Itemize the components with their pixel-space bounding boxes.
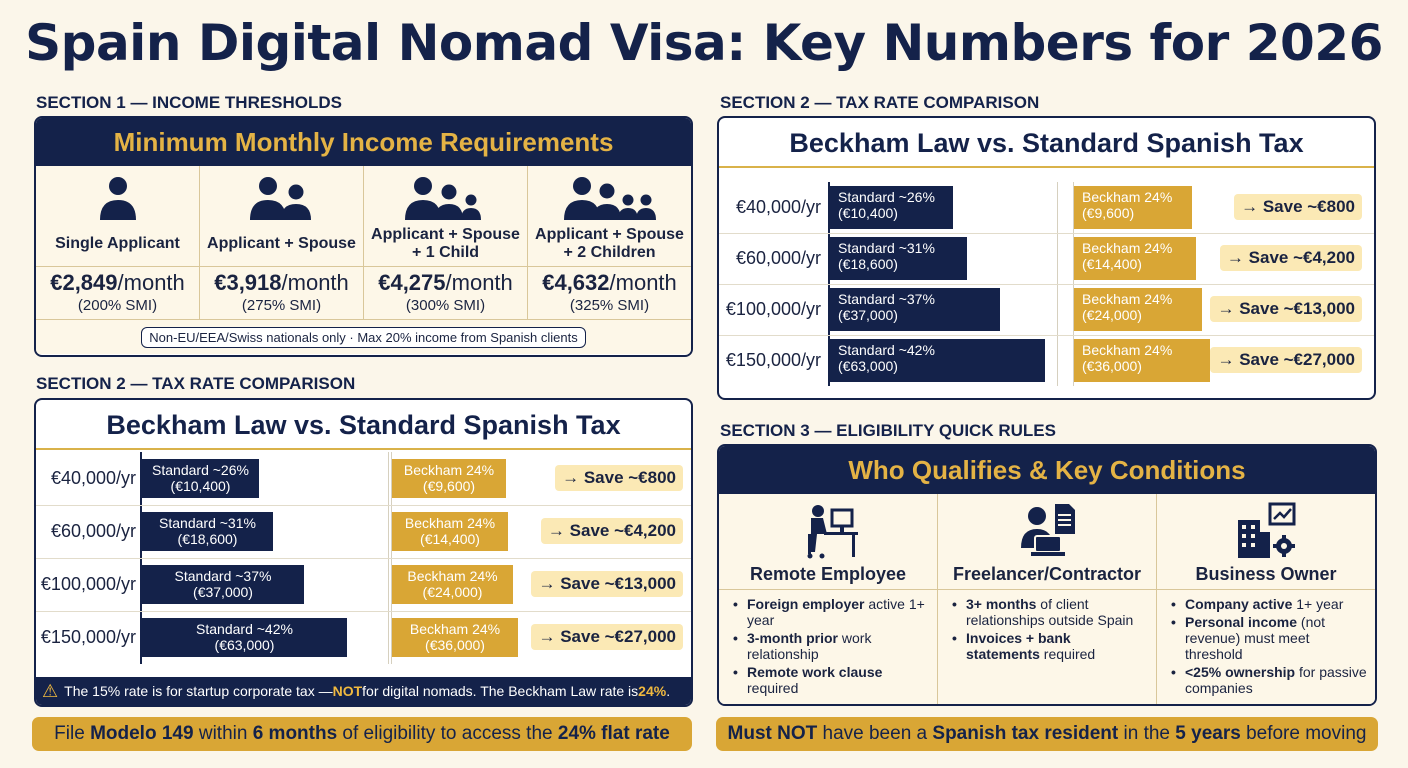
standard-tax-bar (830, 339, 1045, 382)
row-divider (719, 284, 1374, 285)
tax-section-label-left: SECTION 2 — TAX RATE COMPARISON (36, 374, 356, 393)
standard-tax-bar (142, 618, 347, 657)
income-percent: (200% SMI) (77, 297, 158, 314)
beckham-tax-bar (392, 618, 518, 657)
income-label: Applicant + Spouse + 2 Children (535, 226, 684, 261)
beckham-rate-label: Beckham 24% (1082, 342, 1173, 358)
eligibility-list (952, 596, 1148, 664)
income-row-label: €60,000/yr (735, 247, 821, 268)
beckham-tax-bar (1074, 237, 1196, 280)
page-title: Spain Digital Nomad Visa: Key Numbers for 2026 (25, 14, 1383, 72)
list-item: • Invoices + bank statements required (952, 630, 1148, 662)
eligibility-list (733, 596, 929, 698)
income-amount: €4,275/month (378, 270, 513, 295)
standard-amount-label: (€10,400) (838, 205, 898, 221)
beckham-tax-bar (1074, 288, 1202, 331)
standard-rate-label: Standard ~26% (152, 462, 249, 478)
standard-amount-label: (€37,000) (193, 584, 253, 600)
row-divider (719, 335, 1374, 336)
income-row-label: €40,000/yr (735, 196, 821, 217)
beckham-amount-label: (€14,400) (1082, 256, 1142, 272)
list-item: • Remote work clause required (733, 664, 929, 696)
tax-panel-left (34, 398, 693, 707)
couple-icon (200, 174, 363, 222)
modelo-149-banner: File Modelo 149 within 6 months of eligibility to access the 24% flat rate (32, 717, 692, 751)
savings-badge: → Save ~€800 (1234, 194, 1362, 220)
income-percent: (275% SMI) (241, 297, 322, 314)
beckham-tax-bar (1074, 339, 1210, 382)
savings-badge: → Save ~€4,200 (541, 518, 683, 544)
savings-badge: → Save ~€27,000 (1210, 347, 1362, 373)
standard-rate-label: Standard ~31% (838, 240, 935, 256)
eligibility-column-remote-employee (719, 494, 938, 706)
standard-rate-label: Standard ~26% (838, 189, 935, 205)
standard-amount-label: (€37,000) (838, 307, 898, 323)
income-column (528, 166, 691, 319)
standard-rate-label: Standard ~42% (838, 342, 935, 358)
standard-tax-bar (830, 288, 1000, 331)
eligibility-title: Freelancer/Contractor (952, 564, 1142, 584)
beckham-rate-label: Beckham 24% (1082, 291, 1173, 307)
warning-note: ⚠ The 15% rate is for startup corporate tax — NOT for digital nomads. The Beckham Law rate is 24% . (36, 677, 691, 705)
eligibility-column-business-owner (1157, 494, 1375, 706)
list-item: • 3-month prior work relationship (733, 630, 929, 662)
income-amount: €2,849/month (50, 270, 185, 295)
income-row-label: €60,000/yr (50, 520, 136, 541)
beckham-amount-label: (€9,600) (422, 478, 476, 494)
row-divider (36, 505, 691, 506)
standard-rate-label: Standard ~37% (838, 291, 935, 307)
standard-amount-label: (€63,000) (214, 637, 275, 653)
tax-heading-right: Beckham Law vs. Standard Spanish Tax (719, 118, 1374, 168)
row-divider (36, 558, 691, 559)
standard-amount-label: (€18,600) (838, 256, 898, 272)
income-column (200, 166, 364, 319)
savings-badge: → Save ~€4,200 (1220, 245, 1362, 271)
beckham-rate-label: Beckham 24% (409, 621, 501, 637)
income-percent: (300% SMI) (405, 297, 486, 314)
tax-heading-left: Beckham Law vs. Standard Spanish Tax (36, 400, 691, 450)
eligibility-panel (717, 444, 1377, 706)
standard-tax-bar (830, 186, 953, 229)
remote-employee-icon (719, 502, 937, 560)
standard-rate-label: Standard ~31% (159, 515, 256, 531)
beckham-tax-bar (392, 565, 513, 604)
tax-panel-right (717, 116, 1376, 400)
beckham-rate-label: Beckham 24% (407, 568, 498, 584)
income-row-label: €100,000/yr (40, 573, 136, 594)
beckham-rate-label: Beckham 24% (403, 462, 495, 478)
tax-resident-banner: Must NOT have been a Spanish tax resident in the 5 years before moving (716, 717, 1378, 751)
beckham-amount-label: (€36,000) (1082, 358, 1142, 374)
business-owner-icon (1157, 502, 1375, 560)
beckham-amount-label: (€24,000) (422, 584, 483, 600)
list-item: • Personal income (not revenue) must meet threshold (1171, 614, 1367, 662)
savings-badge: → Save ~€13,000 (1210, 296, 1362, 322)
income-note: Non-EU/EEA/Swiss nationals only · Max 20% income from Spanish clients (141, 327, 585, 348)
income-grid (36, 166, 691, 320)
income-label: Applicant + Spouse + 1 Child (371, 226, 520, 261)
income-amount: €3,918/month (214, 270, 349, 295)
income-section-label: SECTION 1 — INCOME THRESHOLDS (36, 93, 343, 112)
eligibility-list (1171, 596, 1367, 698)
eligibility-banner: Who Qualifies & Key Conditions (719, 446, 1375, 494)
beckham-tax-bar (1074, 186, 1192, 229)
standard-amount-label: (€10,400) (170, 478, 231, 494)
standard-amount-label: (€18,600) (177, 531, 238, 547)
income-banner: Minimum Monthly Income Requirements (36, 118, 691, 166)
beckham-amount-label: (€9,600) (1082, 205, 1135, 221)
standard-rate-label: Standard ~42% (196, 621, 293, 637)
row-divider (36, 611, 691, 612)
row-divider (719, 233, 1374, 234)
beckham-tax-bar (392, 459, 506, 498)
savings-badge: → Save ~€13,000 (531, 571, 683, 597)
income-row-label: €150,000/yr (40, 626, 136, 647)
beckham-amount-label: (€24,000) (1082, 307, 1142, 323)
beckham-rate-label: Beckham 24% (1082, 240, 1173, 256)
income-panel (34, 116, 693, 357)
income-label: Applicant + Spouse (207, 235, 356, 252)
income-column (36, 166, 200, 319)
income-row-label: €40,000/yr (50, 467, 136, 488)
single-person-icon (36, 174, 199, 222)
tax-section-label-right: SECTION 2 — TAX RATE COMPARISON (720, 93, 1040, 112)
income-percent: (325% SMI) (569, 297, 650, 314)
standard-rate-label: Standard ~37% (174, 568, 272, 584)
warning-triangle-icon: ⚠ (42, 680, 59, 701)
standard-tax-bar (142, 565, 304, 604)
eligibility-title: Business Owner (1195, 564, 1337, 584)
eligibility-column-freelancer (938, 494, 1157, 706)
income-row-label: €150,000/yr (725, 349, 821, 370)
beckham-amount-label: (€36,000) (425, 637, 485, 653)
savings-badge: → Save ~€800 (555, 465, 683, 491)
family-one-child-icon (364, 174, 527, 222)
beckham-tax-bar (392, 512, 508, 551)
income-amount: €4,632/month (542, 270, 677, 295)
income-column (364, 166, 528, 319)
list-item: • Company active 1+ year (1171, 596, 1367, 612)
freelancer-icon (938, 502, 1156, 560)
eligibility-section-label: SECTION 3 — ELIGIBILITY QUICK RULES (720, 421, 1056, 440)
beckham-rate-label: Beckham 24% (404, 515, 496, 531)
income-label: Single Applicant (55, 235, 180, 252)
standard-amount-label: (€63,000) (838, 358, 898, 374)
eligibility-title: Remote Employee (749, 564, 907, 584)
standard-tax-bar (142, 459, 259, 498)
savings-badge: → Save ~€27,000 (531, 624, 683, 650)
list-item: • <25% ownership for passive companies (1171, 664, 1367, 696)
beckham-amount-label: (€14,400) (420, 531, 480, 547)
standard-tax-bar (142, 512, 273, 551)
family-two-children-icon (528, 174, 691, 222)
beckham-rate-label: Beckham 24% (1082, 189, 1173, 205)
standard-tax-bar (830, 237, 967, 280)
list-item: • Foreign employer active 1+ year (733, 596, 929, 628)
list-item: • 3+ months of client relationships outside Spain (952, 596, 1148, 628)
income-row-label: €100,000/yr (725, 298, 821, 319)
